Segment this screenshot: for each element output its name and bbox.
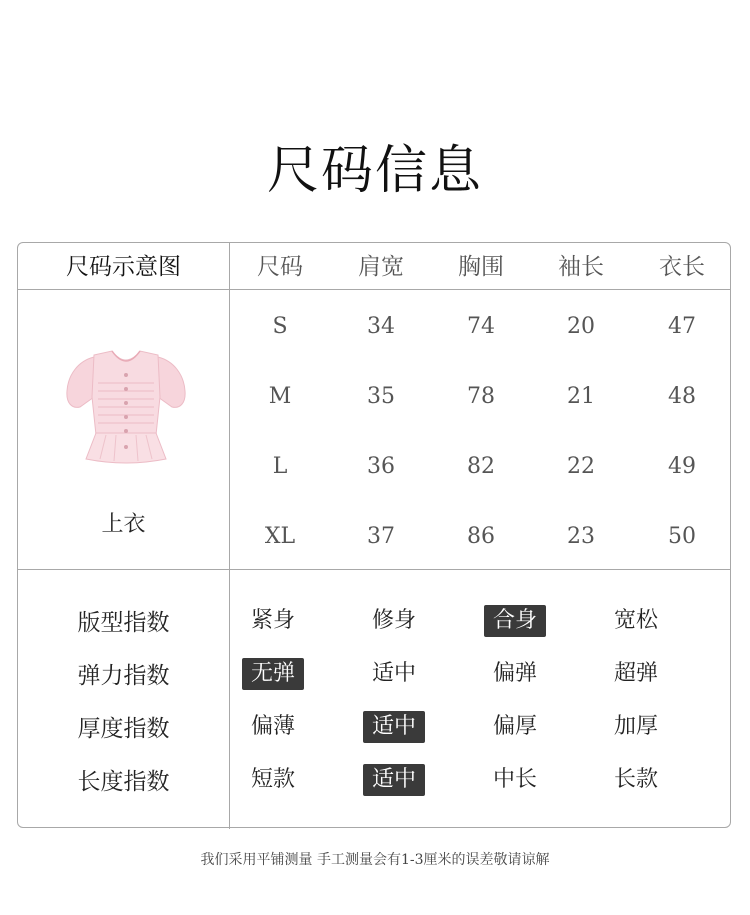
row-s-size: S xyxy=(272,314,288,339)
length-option: 短款 xyxy=(250,767,295,792)
header-size: 尺码 xyxy=(257,254,303,280)
row-m-shoulder: 35 xyxy=(367,384,395,409)
row-s-length: 47 xyxy=(668,314,696,339)
header-bust: 胸围 xyxy=(458,254,504,280)
elasticity-index-label: 弹力指数 xyxy=(77,663,170,689)
row-xl-bust: 86 xyxy=(467,524,495,549)
measurement-note: 我们采用平铺测量 手工测量会有1-3厘米的误差敬请谅解 xyxy=(200,852,550,868)
length-index-label: 长度指数 xyxy=(77,769,170,795)
thickness-option: 适中 xyxy=(363,711,425,743)
header-length: 衣长 xyxy=(659,254,705,280)
size-table xyxy=(17,242,731,828)
row-m-bust: 78 xyxy=(467,384,495,409)
blouse-image xyxy=(64,347,188,473)
row-l-sleeve: 22 xyxy=(567,454,595,479)
elasticity-option: 偏弹 xyxy=(492,661,537,686)
section-divider xyxy=(18,569,730,570)
elasticity-option: 无弹 xyxy=(242,658,304,690)
fit-option: 紧身 xyxy=(250,608,295,633)
row-xl-length: 50 xyxy=(668,524,696,549)
row-xl-shoulder: 37 xyxy=(367,524,395,549)
header-sleeve: 袖长 xyxy=(558,254,604,280)
row-l-bust: 82 xyxy=(467,454,495,479)
elasticity-option: 适中 xyxy=(371,661,416,686)
thickness-index-label: 厚度指数 xyxy=(77,716,170,742)
row-m-size: M xyxy=(268,384,292,409)
length-option: 中长 xyxy=(492,767,537,792)
row-s-shoulder: 34 xyxy=(367,314,395,339)
elasticity-option: 超弹 xyxy=(613,661,658,686)
row-m-sleeve: 21 xyxy=(567,384,595,409)
length-option: 长款 xyxy=(613,767,658,792)
fit-option: 修身 xyxy=(371,608,416,633)
length-option: 适中 xyxy=(363,764,425,796)
row-l-shoulder: 36 xyxy=(367,454,395,479)
header-size-diagram: 尺码示意图 xyxy=(66,254,181,280)
page-title: 尺码信息 xyxy=(266,141,483,201)
fit-index-label: 版型指数 xyxy=(77,610,170,636)
row-s-bust: 74 xyxy=(467,314,495,339)
header-shoulder: 肩宽 xyxy=(358,254,404,280)
fit-option: 合身 xyxy=(484,605,546,637)
row-l-size: L xyxy=(272,454,288,479)
row-s-sleeve: 20 xyxy=(567,314,595,339)
row-m-length: 48 xyxy=(668,384,696,409)
thickness-option: 偏厚 xyxy=(492,714,537,739)
garment-label: 上衣 xyxy=(101,512,146,537)
row-xl-sleeve: 23 xyxy=(567,524,595,549)
thickness-option: 加厚 xyxy=(613,714,658,739)
row-xl-size: XL xyxy=(264,524,296,549)
row-l-length: 49 xyxy=(668,454,696,479)
thickness-option: 偏薄 xyxy=(250,714,295,739)
fit-option: 宽松 xyxy=(613,608,658,633)
header-divider xyxy=(18,289,730,290)
